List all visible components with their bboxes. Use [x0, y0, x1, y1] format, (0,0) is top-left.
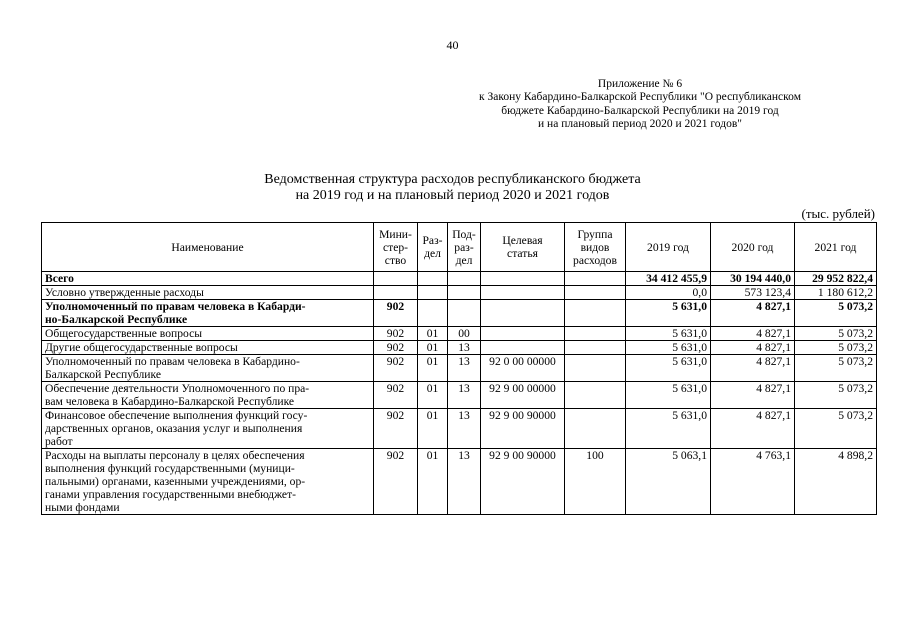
cell-ministry: 902: [374, 300, 418, 327]
cell-2019: 34 412 455,9: [626, 272, 711, 286]
cell-2021: 5 073,2: [795, 409, 877, 449]
cell-ministry: 902: [374, 355, 418, 382]
cell-section: [418, 300, 448, 327]
cell-name: [42, 272, 374, 286]
cell-2020: 4 827,1: [711, 327, 795, 341]
cell-2020: 573 123,4: [711, 286, 795, 300]
appendix-reference: [440, 78, 840, 131]
cell-section: 01: [418, 409, 448, 449]
page-number: 40: [446, 38, 459, 52]
cell-2020: 30 194 440,0: [711, 272, 795, 286]
cell-name-line: Всего: [45, 272, 74, 285]
cell-2019: 5 631,0: [626, 382, 711, 409]
cell-2020: 4 827,1: [711, 382, 795, 409]
units-label: (тыс. рублей): [801, 206, 875, 221]
cell-section: 01: [418, 355, 448, 382]
cell-2021: 5 073,2: [795, 341, 877, 355]
table-row: [42, 382, 877, 409]
cell-name-line: дарственных органов, оказания услуг и выполнения: [45, 422, 303, 435]
cell-ministry: 902: [374, 327, 418, 341]
header-target-article: Целевая статья: [481, 223, 565, 272]
cell-2019: 5 063,1: [626, 449, 711, 515]
cell-2021: 29 952 822,4: [795, 272, 877, 286]
cell-name-line: Другие общегосударственные вопросы: [45, 341, 238, 354]
cell-2019: 5 631,0: [626, 300, 711, 327]
cell-2019: 5 631,0: [626, 355, 711, 382]
table-body: [42, 272, 877, 515]
cell-target-article: [481, 341, 565, 355]
cell-expense-group: [565, 286, 626, 300]
cell-2021: 5 073,2: [795, 382, 877, 409]
cell-target-article: 92 9 00 90000: [481, 449, 565, 515]
cell-2019: 0,0: [626, 286, 711, 300]
cell-name-line: Обеспечение деятельности Уполномоченного по пра-: [45, 382, 310, 395]
cell-name-line: но-Балкарской Республике: [45, 313, 188, 326]
header-subsection: Под- раз- дел: [448, 223, 481, 272]
cell-name: [42, 409, 374, 449]
cell-target-article: 92 9 00 90000: [481, 409, 565, 449]
cell-name-line: Уполномоченный по правам человека в Кабарди-: [45, 300, 306, 313]
cell-name: [42, 327, 374, 341]
cell-section: [418, 286, 448, 300]
cell-expense-group: [565, 327, 626, 341]
header-2019: 2019 год: [626, 223, 711, 272]
cell-section: 01: [418, 382, 448, 409]
cell-name-line: вам человека в Кабардино-Балкарской Республике: [45, 395, 295, 408]
cell-ministry: [374, 286, 418, 300]
header-2021: 2021 год: [795, 223, 877, 272]
cell-target-article: 92 0 00 00000: [481, 355, 565, 382]
header-2020: 2020 год: [711, 223, 795, 272]
cell-ministry: 902: [374, 382, 418, 409]
cell-subsection: 13: [448, 382, 481, 409]
cell-2020: 4 763,1: [711, 449, 795, 515]
cell-name: [42, 341, 374, 355]
appendix-line: к Закону Кабардино-Балкарской Республики "О республиканском: [479, 91, 801, 104]
cell-name-line: Балкарской Республике: [45, 368, 161, 381]
cell-name-line: выполнения функций государственными (муници-: [45, 462, 295, 475]
header-row: [42, 223, 877, 272]
cell-subsection: 13: [448, 355, 481, 382]
header-ministry: Мини- стер- ство: [374, 223, 418, 272]
cell-2019: 5 631,0: [626, 409, 711, 449]
table-row: [42, 355, 877, 382]
cell-name: [42, 355, 374, 382]
cell-name-line: работ: [45, 435, 73, 448]
table-row: [42, 327, 877, 341]
cell-expense-group: [565, 272, 626, 286]
cell-2019: 5 631,0: [626, 341, 711, 355]
table-row: [42, 409, 877, 449]
cell-2020: 4 827,1: [711, 355, 795, 382]
cell-2020: 4 827,1: [711, 341, 795, 355]
cell-subsection: [448, 272, 481, 286]
cell-target-article: [481, 272, 565, 286]
cell-ministry: 902: [374, 409, 418, 449]
cell-name-line: Финансовое обеспечение выполнения функций госу-: [45, 409, 308, 422]
header-section: Раз- дел: [418, 223, 448, 272]
cell-2020: 4 827,1: [711, 300, 795, 327]
table-row: [42, 300, 877, 327]
cell-name-line: ными фондами: [45, 501, 120, 514]
cell-2020: 4 827,1: [711, 409, 795, 449]
cell-name: [42, 449, 374, 515]
cell-ministry: 902: [374, 341, 418, 355]
cell-2021: 5 073,2: [795, 355, 877, 382]
title-line: Ведомственная структура расходов республиканского бюджета: [264, 172, 641, 187]
title-line: на 2019 год и на плановый период 2020 и 2021 годов: [295, 188, 610, 203]
cell-section: 01: [418, 341, 448, 355]
table-row: [42, 272, 877, 286]
cell-section: [418, 272, 448, 286]
cell-expense-group: [565, 341, 626, 355]
cell-name: [42, 300, 374, 327]
cell-section: 01: [418, 449, 448, 515]
appendix-line: бюджете Кабардино-Балкарской Республики на 2019 год: [501, 104, 779, 117]
cell-2021: 5 073,2: [795, 327, 877, 341]
document-title: [0, 172, 905, 204]
cell-name: [42, 382, 374, 409]
cell-target-article: [481, 327, 565, 341]
cell-target-article: [481, 286, 565, 300]
cell-2021: 1 180 612,2: [795, 286, 877, 300]
budget-table: [41, 222, 877, 515]
cell-subsection: [448, 286, 481, 300]
cell-name-line: Расходы на выплаты персоналу в целях обеспечения: [45, 449, 305, 462]
cell-target-article: [481, 300, 565, 327]
header-expense-group: Группа видов расходов: [565, 223, 626, 272]
cell-target-article: 92 9 00 00000: [481, 382, 565, 409]
cell-name-line: ганами управления государственными внебюджет-: [45, 488, 297, 501]
cell-expense-group: [565, 382, 626, 409]
cell-section: 01: [418, 327, 448, 341]
cell-2019: 5 631,0: [626, 327, 711, 341]
cell-expense-group: [565, 300, 626, 327]
header-name: Наименование: [42, 223, 374, 272]
cell-2021: 5 073,2: [795, 300, 877, 327]
cell-name-line: Уполномоченный по правам человека в Кабардино-: [45, 355, 300, 368]
appendix-line: Приложение № 6: [597, 78, 683, 90]
cell-subsection: 00: [448, 327, 481, 341]
cell-expense-group: 100: [565, 449, 626, 515]
cell-expense-group: [565, 409, 626, 449]
table-row: [42, 286, 877, 300]
table-row: [42, 449, 877, 515]
appendix-line: и на плановый период 2020 и 2021 годов": [538, 117, 742, 130]
cell-name-line: Общегосударственные вопросы: [45, 327, 203, 340]
table-row: [42, 341, 877, 355]
cell-subsection: 13: [448, 341, 481, 355]
cell-ministry: [374, 272, 418, 286]
cell-name-line: Условно утвержденные расходы: [45, 286, 204, 299]
cell-name-line: пальными) органами, казенными учреждениями, ор-: [45, 475, 306, 488]
cell-ministry: 902: [374, 449, 418, 515]
cell-name: [42, 286, 374, 300]
cell-expense-group: [565, 355, 626, 382]
cell-subsection: [448, 300, 481, 327]
cell-2021: 4 898,2: [795, 449, 877, 515]
cell-subsection: 13: [448, 449, 481, 515]
cell-subsection: 13: [448, 409, 481, 449]
